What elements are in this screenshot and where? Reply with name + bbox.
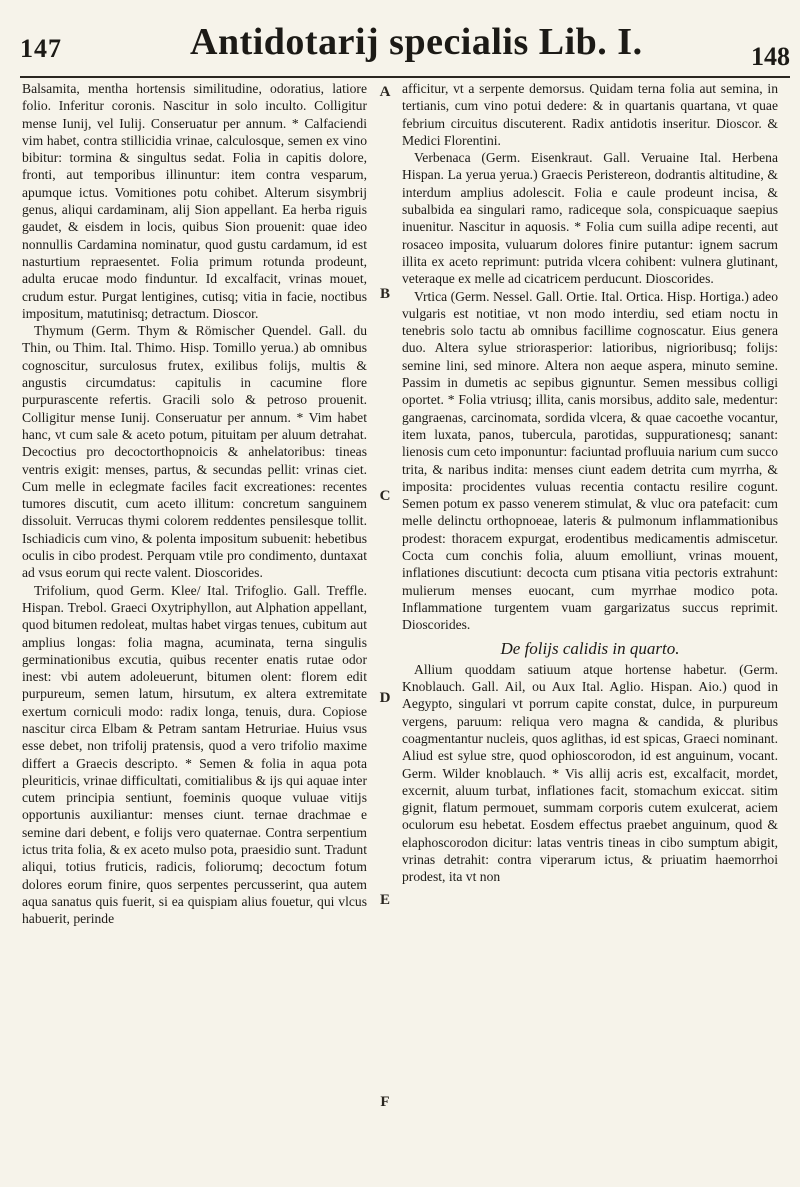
entry-vrtica: Vrtica (Germ. Nessel. Gall. Ortie. Ital. Ortica. Hisp. Hortiga.) adeo vulgaris est notitiae, vt non modo interdiu, sed etiam noctu in tenebris solo tactu ab omnibus facillime cognoscatur. Eius genera duo. Altera sylue striorasperior: latioribus, nigrioribusq; folijs: semine lini, sed minore. Altera non aeque aspera, minuto semine. Passim in dumetis ac sepibus gignuntur. Semen messibus colligi oportet. * Folia vtriusq; illita, canis morsibus, addito sale, medentur: gangraenas, carcinomata, sordida vlcera, & quae cacoethe vocantur, item luxata, panos, tubercula, parotidas, suppurationesq; sanant: lienosis cum ceto imponuntur: faciuntad profluuia narium cum succo trita, & naribus indita: menses ciunt eadem detrita cum myrrha, & imposita: procidentes vuluas recentia contactu resilire cogunt. Semen potum ex passo venerem stimulat, & vluc ora patefacit: cum melle delinctu orthopnoeae, lateris & pulmonum inflammationibus prodest: thoracem expurgat, erodentibus medicamentis admiscetur. Cocta cum conchis folia, aluum emolliunt, vrinas mouent, inflationes discutiunt: decocta cum ptisana vitia pectoris extrahunt: mulierum menses euocant, cum myrrhae modico pota. Inflammatione turgentem vuam gargarizatus succus reprimit. Dioscorides. [402,288,778,633]
page-number-left: 147 [20,34,62,63]
entry-trifolium: Trifolium, quod Germ. Klee/ Ital. Trifoglio. Gall. Treffle. Hispan. Trebol. Graeci Oxytriphyllon, aut Alphation appellant, quod bitumen redoleat, multas habet virgas tenues, cubitum aut amplius longas: folia magna, acuminata, terna singulis germinationibus excutia, quibus recenter enatis rutae odor inest: vbi autem adoleuerunt, bitumen olent: florem edit purpureum, semen latum, hirsutum, ex altera extremitate exertum corniculi modo: radix longa, tenuis, dura. Copiose nascitur circa Elbam & Petram santam Hetruriae. Huius vsus esse debet, non trifolij pratensis, quod a vero trifolio maxime differt a Graecis descripto. * Semen & folia in aqua pota pleuriticis, vrinae difficultati, comitialibus & ijs qui aquae inter cutem principia sentiunt, foeminis quoque vuluae vitijs opportunis auxiliantur: menses ciunt. ternae drachmae e semine dari debent, e folijs vero quaternae. Contra serpentium ictus trita folia, & ex aceto mulso pota, praesidio sunt. Tradunt aliqui, totius fruticis, radicis, foliorumq; decoctum fotum dolores eorum finire, quos serpentes percusserint, qua autem aqua sanatus quis fuerit, si ea quispiam alius fouetur, qui vlcus habuerit, perinde [22,582,367,927]
entry-trifolium-continued: afficitur, vt a serpente demorsus. Quidam terna folia aut semina, in tertianis, cum vino potui dedere: & in quartanis quartana, vt quae febrium circuitus discuterent. Radix antidotis inseritur. Dioscor. & Medici Florentini. [402,81,778,148]
margin-letter-f: F [380,1094,390,1110]
entry-thymum: Thymum (Germ. Thym & Römischer Quendel. Gall. du Thin, ou Thim. Ital. Thimo. Hisp. Tomillo yerua.) ab omnibus cognoscitur, surculosus frutex, exilibus folijs, multis & angustis circumdatus: capitulis in cacumine flore purpurascente refertis. Gracili solo & petroso prouenit. Colligitur mense Iunij. Conseruatur per annum. * Vim habet hanc, vt cum sale & aceto potum, pituitam per aluum detrahat. Decoctius pro decoctorthopnoicis & anhelatoribus: tineas ventris exigit: menses, partus, & secundas pellit: vrinas ciet. Cum melle in eclegmate faciles facit excreationes: recentes tumores discutit, cum aceto illitum: concretum sanguinem dissoluit. Verrucas thymi colorem reddentes pensilesque tollit. Ischiadicis cum vino, & polenta impositum subuenit: hebetibus oculis in cibo prodest. Perquam vtile pro condimento, duntaxat ad vsus eorum qui recte valent. Dioscorides. [22,323,367,581]
margin-letter-e: E [379,892,390,908]
margin-letter-d: D [379,690,391,706]
margin-letter-a: A [379,84,391,100]
section-heading: De folijs calidis in quarto. [500,638,680,658]
entry-allium: Allium quoddam satiuum atque hortense habetur. (Germ. Knoblauch. Gall. Ail, ou Aux Ital. Aglio. Hispan. Aio.) quod in Aegypto, singulari vt porrum capite constat, dulce, in purpureum vergens, paruum: reliqua vero magna & candida, & pluribus coagmentantur nucleis, quos aglithas, id est spicas, Graeci nominant. Aliud est sylue stre, quod ophioscorodon, id est anguinum, vocant. Germ. Wilder knoblauch. * Vis allij acris est, excalfacit, mordet, excernit, aluum turbat, inflationes facit, stomachum exiccat. sitim gignit, flatum permouet, summam corporis cutem exulcerat, aciem oculorum esu hebetat. Eosdem effectus praebet anguinum, quod & elaphoscorodon dicitur: latas ventris tineas in cibo sumptum abigit, vrinas detrahit: contra viperarum ictus, & priuatim haemorrhoi prodest, ita vt non [402,661,778,885]
running-title: Antidotarij specialis Lib. I. [190,21,643,63]
entry-verbenaca: Verbenaca (Germ. Eisenkraut. Gall. Veruaine Ital. Herbena Hispan. La yerua yerua.) Graecis Peristereon, dodrantis altitudine, & interdum amplius adolescit. Folia e caule prodeunt incisa, & subalbida ea singulari ramo, radiceque sola, conspicuaque saepius inuenitur. Nascitur in aquosis. * Folia cum suilla adipe recenti, aut rosaceo imposita, vuluarum dolores finire putantur: ignem sacrum illita ex aceto reprimunt: putrida vlcera cohibent: vulnera glutinant, veteraque ex melle ad cicatricem perducunt. Dioscorides. [402,150,778,287]
margin-letter-c: C [379,488,391,504]
margin-letter-b: B [379,286,390,302]
right-column [402,80,778,1180]
entry-balsamita: Balsamita, mentha hortensis similitudine, odoratius, latiore folio. Inferitur coronis. Nascitur in solo inculto. Colligitur mense Iunij, vel Iulij. Conseruatur per annum. * Calfaciendi vim habet, contra stillicidia vrinae, calculosque, semen ex vino bibitur: tormina & singultus sedat. Folia in capitis dolore, fronti, aut temporibus illinuntur: item contra vesparum, apumque ictus. Vomitiones potu cohibet. Alterum sisymbrij genus, aliqui cardaminam, alij Sion appellant. Ea herba riguis gaudet, & eisdem in locis, quibus Sion prouenit: quae ideo nonnullis Cardamina nominatur, quod gustu cardamum, id est nasturtium repraesentet. Folia primum rotunda prodeunt, adulta erucae modo finduntur. Id excalfacit, vrinas mouet, crudum estur. Purgat lentigines, cutisq; vitia in facie, noctibus impositum, matutinisq; detractum. Dioscor. [22,81,367,321]
page-header [20,6,790,78]
page-number-right: 148 [751,42,790,71]
left-column [22,80,367,1180]
